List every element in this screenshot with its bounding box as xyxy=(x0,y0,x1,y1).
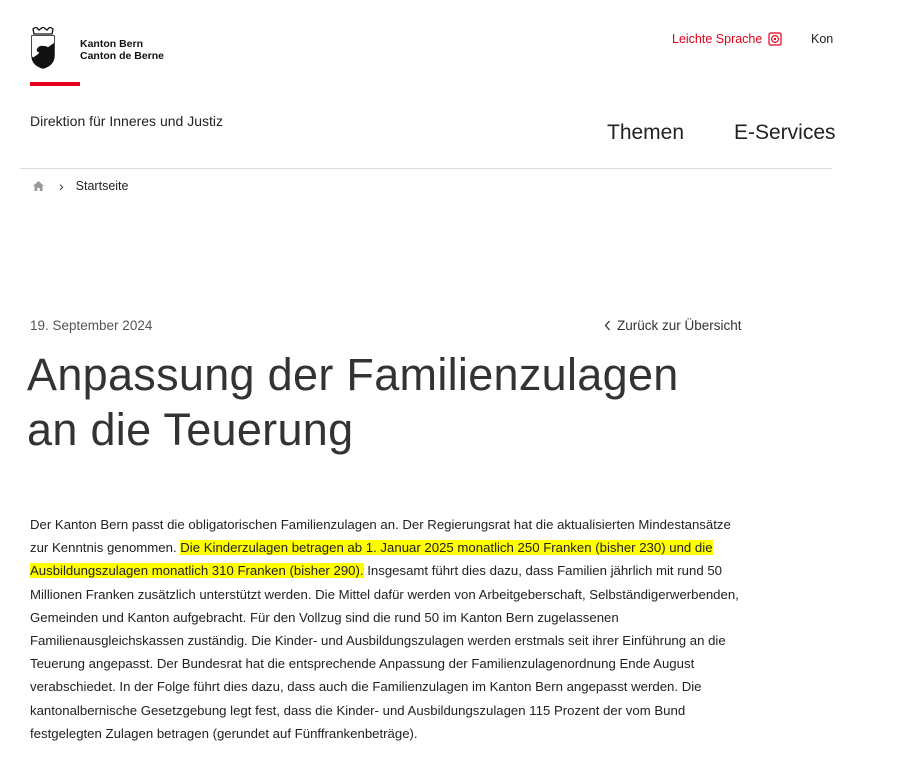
breadcrumb xyxy=(32,178,128,194)
breadcrumb-current[interactable]: Startseite xyxy=(75,179,129,193)
title-line1: Anpassung der Familienzulagen xyxy=(27,349,679,400)
bern-coat-of-arms-icon xyxy=(30,27,56,69)
nav-themen[interactable]: Themen xyxy=(607,121,685,144)
nav-eservices[interactable]: E-Services xyxy=(734,121,836,144)
leichte-sprache-label: Leichte Sprache xyxy=(672,32,763,46)
back-to-overview-link[interactable] xyxy=(604,318,742,333)
leichte-sprache-link[interactable] xyxy=(672,32,782,46)
organization-name[interactable] xyxy=(80,38,164,62)
highlighted-text: Die Kinderzulagen betragen ab 1. Januar 2025 monatlich 250 Franken (bisher 230) und die Ausbildungszulagen monatlich 310 Franken (bisher 290). xyxy=(30,540,713,579)
body-text-part1: Der Kanton Bern passt die obligatorischen Familienzulagen an. Der Regierungsrat hat die aktualisierten Mindestansätze zur Kenntnis genommen. xyxy=(30,517,731,556)
article-title xyxy=(27,347,787,457)
language-switch-truncated[interactable]: Kon xyxy=(811,32,834,46)
chevron-left-icon xyxy=(604,320,611,331)
body-text-part2: Insgesamt führt dies dazu, dass Familien jährlich mit rund 50 Millionen Franken zusätzlich unterstützt werden. Die Mittel dafür werden von Arbeitgeberschaft, Selbständigerwerbenden, Gemeinden und Kanton aufgebracht. Für den Vollzug sind die rund 50 im Kanton Bern zugelassenen Familienausgleichskassen zuständig. Die Kinder- und Ausbildungszulagen werden erstmals seit ihrer Einführung an die Teuerung angepasst. Der Bundesrat hat die entsprechende Anpassung der Familienzulagenordnung Ende August verabschiedet. In der Folge führt dies dazu, dass auch die Familienzulagen im Kanton Bern angepasst werden. Die kantonalbernische Gesetzgebung legt fest, dass die Kinder- und Ausbildungszulagen 115 Prozent der vom Bund festgelegten Zulagen betragen (gerundet auf Fünffrankenbeträge). xyxy=(30,563,739,741)
chevron-right-icon: › xyxy=(59,178,64,194)
kanton-bern-logo[interactable] xyxy=(30,27,56,69)
brand-accent-bar xyxy=(30,82,80,86)
home-icon[interactable] xyxy=(32,180,45,192)
article-body xyxy=(30,513,752,745)
direktion-title[interactable]: Direktion für Inneres und Justiz xyxy=(30,113,223,129)
org-name-line1: Kanton Bern xyxy=(80,38,143,50)
org-name-line2: Canton de Berne xyxy=(80,50,165,62)
back-link-label: Zurück zur Übersicht xyxy=(617,318,742,333)
article-date: 19. September 2024 xyxy=(30,318,153,333)
header-divider xyxy=(20,168,832,169)
easy-language-icon xyxy=(768,32,782,46)
title-line2: an die Teuerung xyxy=(27,404,354,455)
